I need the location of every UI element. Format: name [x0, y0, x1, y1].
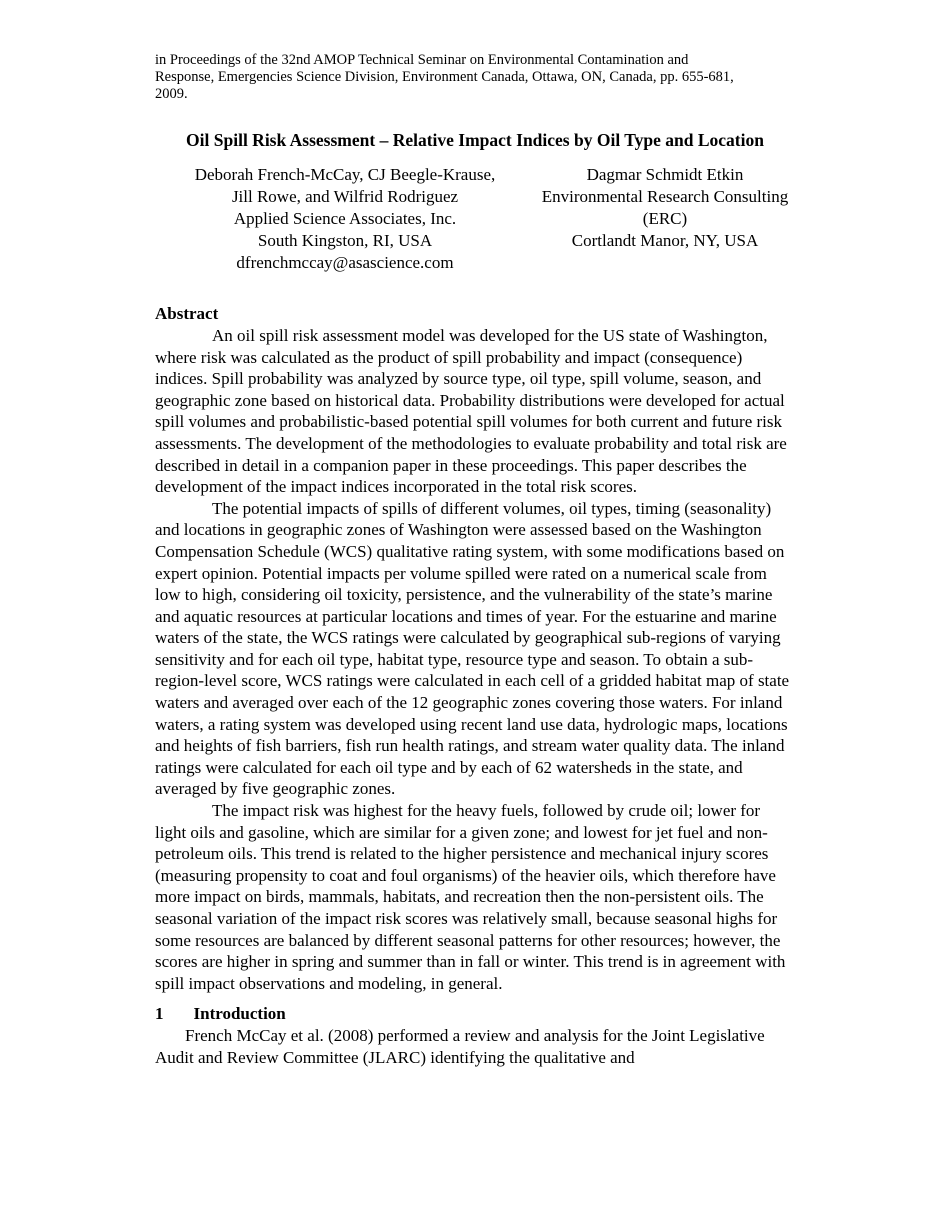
abstract-heading: Abstract	[155, 304, 219, 324]
citation-line: 2009.	[155, 85, 188, 102]
abstract-paragraph: The impact risk was highest for the heavy fuels, followed by crude oil; lower for light oils and gasoline, which are similar for a given zone; and lowest for jet fuel and non-petroleum oils. This trend is related to the higher persistence and mechanical injury scores (measuring propensity to coat and foul organisms) of the heavier oils, which therefore have more impact on birds, mammals, habitats, and recreation then the non-persistent oils. The seasonal variation of the impact risk scores was relatively small, because seasonal highs for some resources are balanced by different seasonal patterns for other resources; however, the scores are higher in spring and summer than in fall or winter. This trend is in agreement with spill impact observations and modeling, in general.	[155, 801, 786, 993]
author-names-line: Dagmar Schmidt Etkin	[586, 165, 744, 185]
author-names-line: Jill Rowe, and Wilfrid Rodriguez	[231, 187, 459, 207]
introduction-paragraph: French McCay et al. (2008) performed a review and analysis for the Joint Legislative Audit and Review Committee (JLARC) identifying the qualitative and	[155, 1025, 765, 1067]
citation-header	[155, 52, 795, 102]
author-affiliation: Environmental Research Consulting	[541, 187, 789, 207]
abstract-paragraph: The potential impacts of spills of different volumes, oil types, timing (seasonality) and locations in geographic zones of Washington were assessed based on the Washington Compensation Schedule (WCS) qualitative rating system, with some modifications based on expert opinion. Potential impacts per volume spilled were rated on a numerical scale from low to high, considering oil toxicity, persistence, and the vulnerability of the state’s marine and aquatic resources at particular locations and times of year. For the estuarine and marine waters of the state, the WCS ratings were calculated by geographical sub-regions of varying sensitivity and for each oil type, habitat type, resource type and season. To obtain a sub-region-level score, WCS ratings were calculated in each cell of a gridded habitat map of state waters and averaged over each of the 12 geographic zones covering those waters. For inland waters, a rating system was developed using recent land use data, hydrologic maps, locations and heights of fish barriers, fish run health ratings, and stream water quality data. The inland ratings were calculated for each oil type and by each of 62 watersheds in the state, and averaged by five geographic zones.	[155, 498, 790, 799]
author-block	[155, 164, 795, 273]
author-location: Cortlandt Manor, NY, USA	[571, 230, 759, 250]
citation-line: in Proceedings of the 32nd AMOP Technical Seminar on Environmental Contamination and	[155, 52, 689, 68]
author-affiliation: (ERC)	[642, 208, 688, 228]
abstract-paragraph: An oil spill risk assessment model was developed for the US state of Washington, where risk was calculated as the product of spill probability and impact (consequence) indices. Spill probability was analyzed by source type, oil type, spill volume, season, and geographic zone based on historical data. Probability distributions were developed for actual spill volumes and probabilistic-based potential spill volumes for both current and future risk assessments. The development of the methodologies to evaluate probability and total risk are described in detail in a companion paper in these proceedings. This paper describes the development of the impact indices incorporated in the total risk scores.	[155, 325, 787, 497]
citation-line: Response, Emergencies Science Division, Environment Canada, Ottawa, ON, Canada, pp. 655-681,	[155, 68, 734, 85]
author-names-line: Deborah French-McCay, CJ Beegle-Krause,	[194, 165, 496, 185]
section-number: 1	[155, 1004, 164, 1024]
section-title: Introduction	[193, 1004, 286, 1024]
author-location: South Kingston, RI, USA	[257, 230, 433, 250]
author-column-right	[535, 164, 795, 273]
section-heading-introduction	[155, 1003, 795, 1025]
author-column-left	[155, 164, 535, 273]
paper-title: Oil Spill Risk Assessment – Relative Impact Indices by Oil Type and Location	[186, 130, 764, 151]
author-email: dfrenchmccay@asascience.com	[236, 252, 454, 272]
author-affiliation: Applied Science Associates, Inc.	[233, 208, 457, 228]
